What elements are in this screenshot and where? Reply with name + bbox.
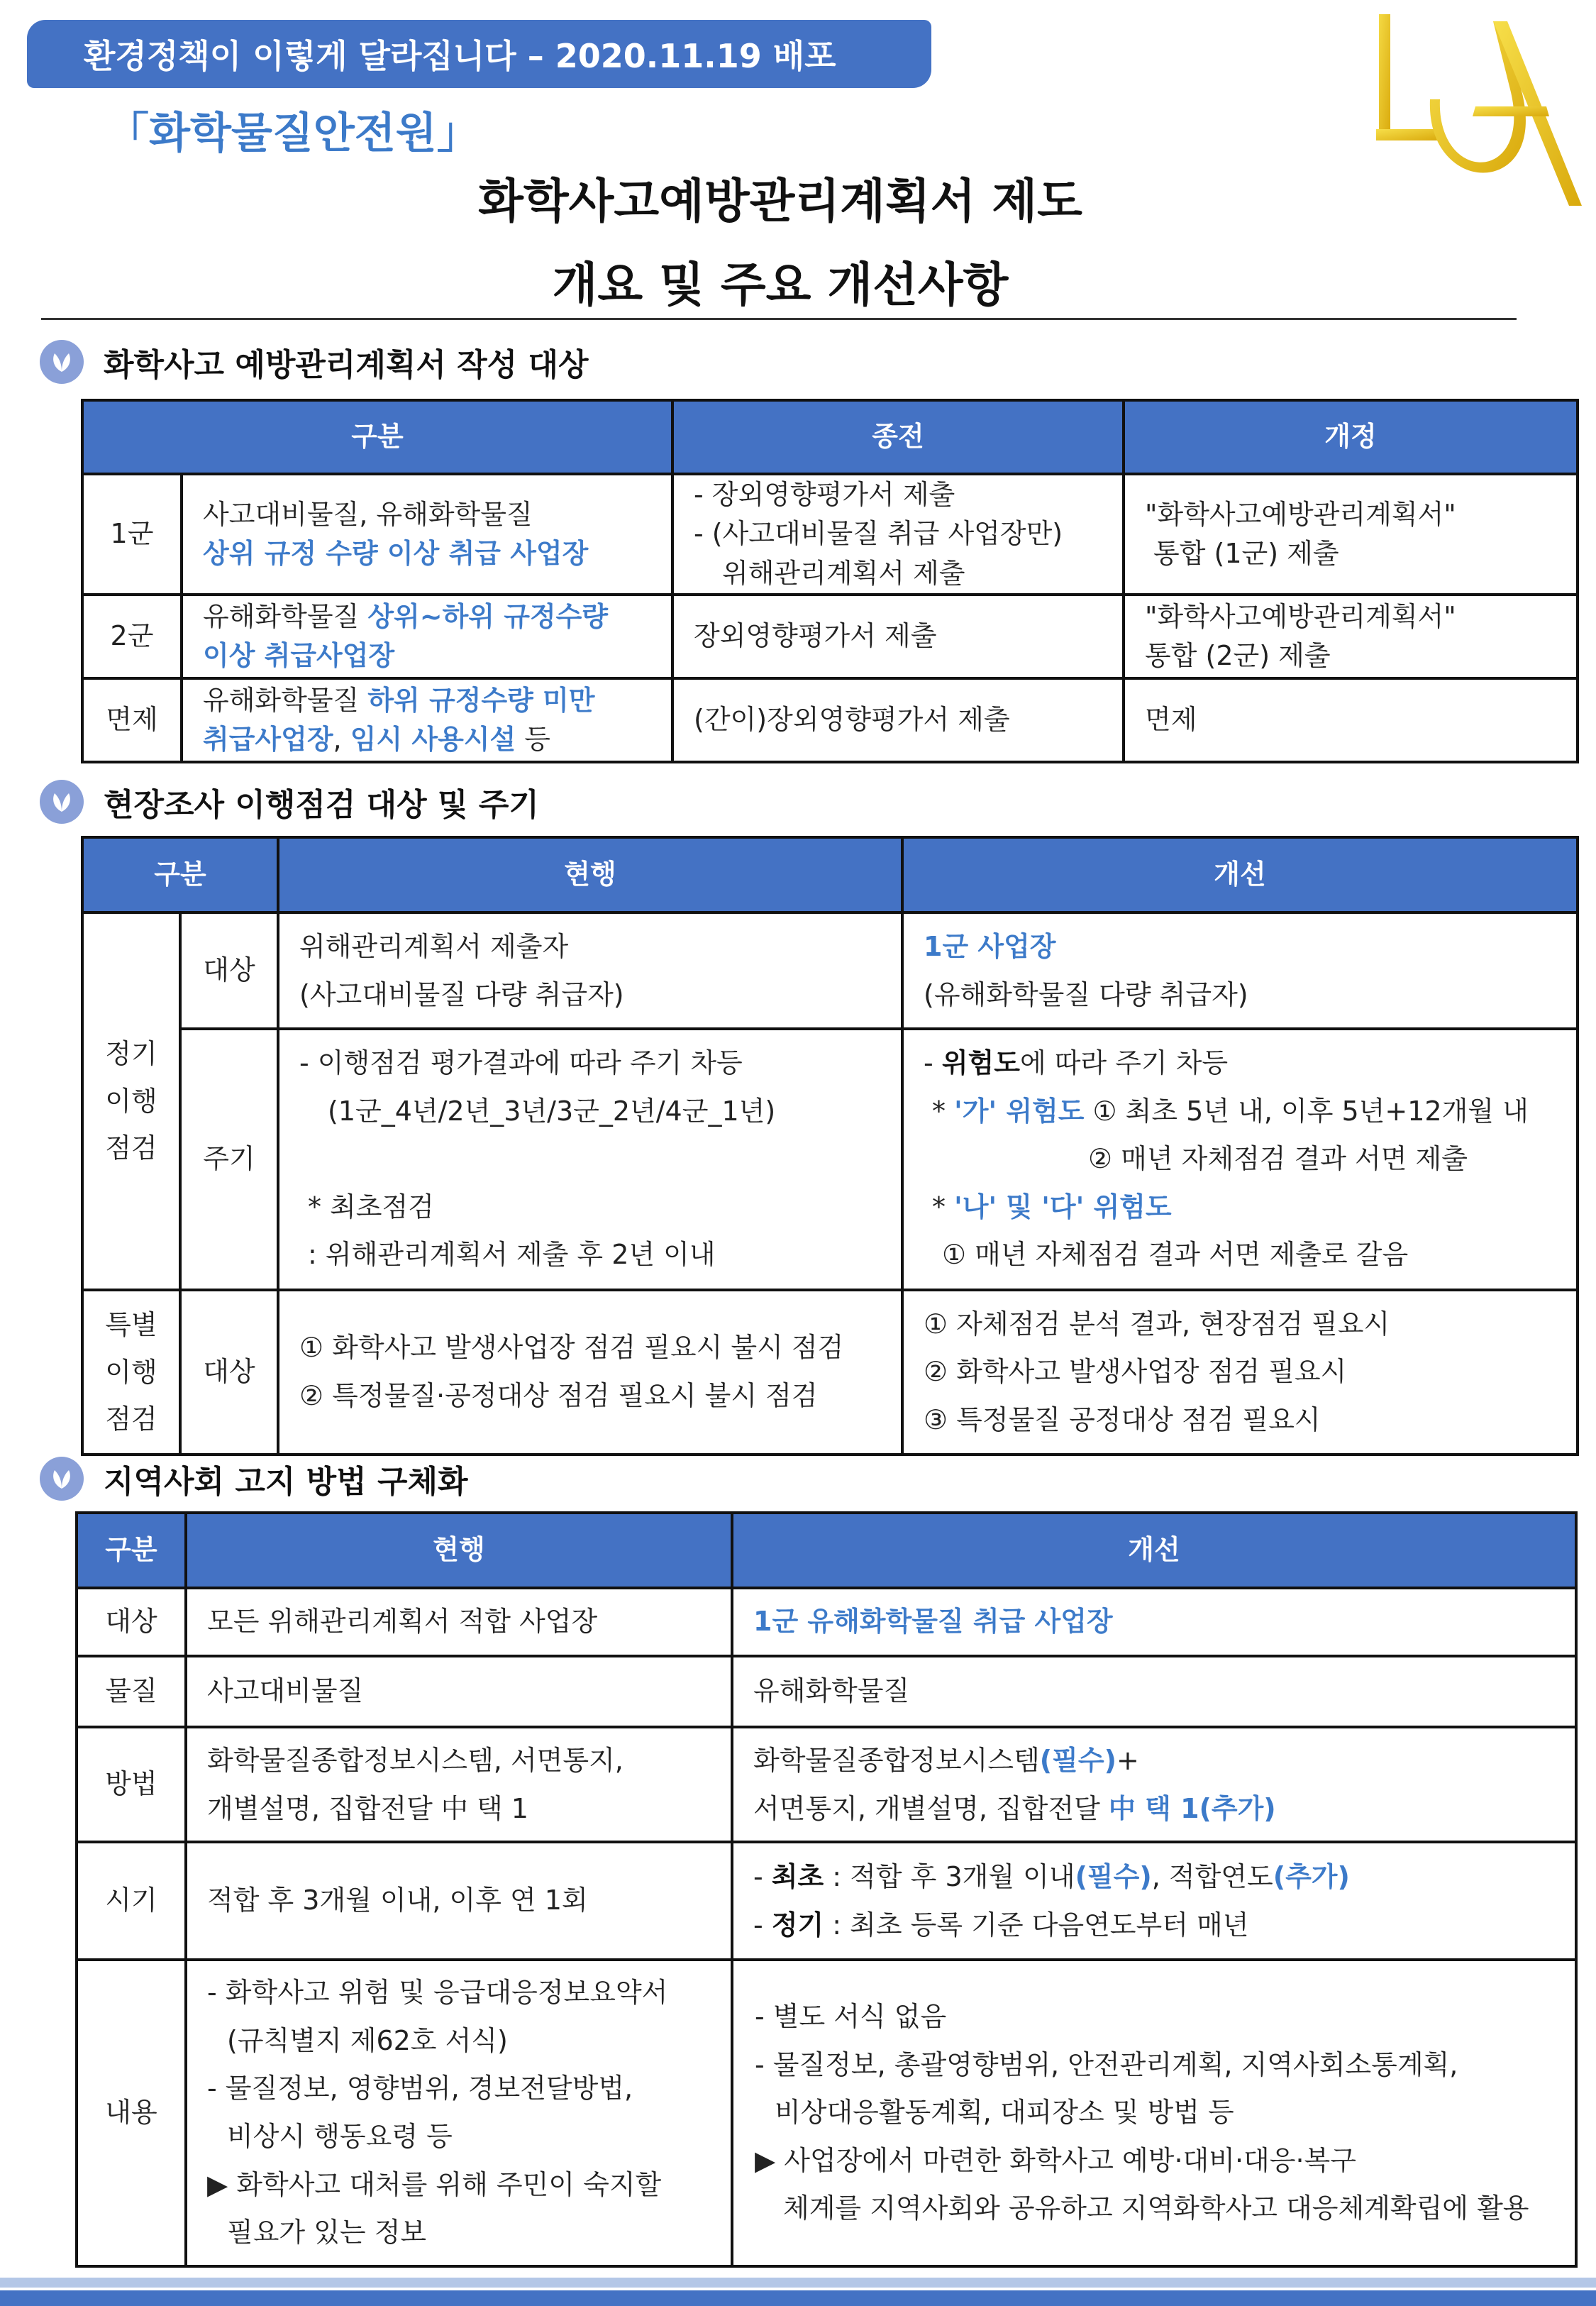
previous-cell: - 장외영향평가서 제출 - (사고대비물질 취급 사업장만) 위해관리계획서 제출: [672, 474, 1124, 595]
target-label: 대상: [180, 912, 278, 1029]
header-improved: 개선: [902, 837, 1578, 912]
section-heading-1: [40, 339, 589, 385]
header-current: 현행: [186, 1513, 732, 1588]
table-row: [82, 912, 1578, 1029]
row-label: 2군: [82, 595, 182, 678]
header-category: 구분: [77, 1513, 186, 1588]
table-row: [82, 1290, 1578, 1455]
current-cell: 화학물질종합정보시스템, 서면통지, 개별설명, 집합전달 中 택 1: [186, 1727, 732, 1842]
improved-cell: - 최초 : 적합 후 3개월 이내(필수), 적합연도(추가) - 정기 : 최초 등록 기준 다음연도부터 매년: [732, 1842, 1576, 1960]
improved-cell: 1군 사업장 (유해화학물질 다량 취급자): [902, 912, 1578, 1029]
table-row: [77, 1656, 1576, 1727]
section-title-1: 화학사고 예방관리계획서 작성 대상: [104, 347, 589, 383]
header-current: 현행: [278, 837, 902, 912]
current-cell: 적합 후 3개월 이내, 이후 연 1회: [186, 1842, 732, 1960]
current-cell: - 화학사고 위험 및 응급대응정보요약서 (규칙별지 제62호 서식) - 물질정보, 영향범위, 경보전달방법, 비상시 행동요령 등 ▶ 화학사고 대처를 위해 주민이 숙지할 필요가 있는 정보: [186, 1960, 732, 2266]
revised-cell: "화학사고예방관리계획서" 통합 (2군) 제출: [1124, 595, 1578, 678]
table-row: [77, 1960, 1576, 2266]
title-divider: [41, 318, 1517, 320]
target-cell: 유해화학물질 하위 규정수량 미만 취급사업장, 임시 사용시설 등: [182, 678, 672, 762]
regular-group-label: 정기 이행 점검: [82, 912, 180, 1290]
inspection-table: [81, 836, 1579, 1456]
table-row: [77, 1842, 1576, 1960]
improved-cell: - 별도 서식 없음 - 물질정보, 총괄영향범위, 안전관리계획, 지역사회소통계획, 비상대응활동계획, 대피장소 및 방법 등 ▶ 사업장에서 마련한 화학사고 예방·대비·대응·복구 체계를 지역사회와 공유하고 지역화학사고 대응체계확립에 활용: [732, 1960, 1576, 2266]
header-category: 구분: [82, 400, 672, 474]
header-revised: 개정: [1124, 400, 1578, 474]
row-label: 물질: [77, 1656, 186, 1727]
header-improved: 개선: [732, 1513, 1576, 1588]
distribution-banner: [27, 20, 931, 88]
target-cell: 사고대비물질, 유해화학물질 상위 규정 수량 이상 취급 사업장: [182, 474, 672, 595]
previous-cell: (간이)장외영향평가서 제출: [672, 678, 1124, 762]
improved-cell: 화학물질종합정보시스템(필수)+ 서면통지, 개별설명, 집합전달 中 택 1(추가): [732, 1727, 1576, 1842]
current-cell: 위해관리계획서 제출자 (사고대비물질 다량 취급자): [278, 912, 902, 1029]
leaf-icon: [40, 340, 84, 384]
footer-stripe-light: [0, 2278, 1596, 2288]
section-heading-2: [40, 779, 539, 824]
section-heading-3: [40, 1456, 468, 1501]
special-group-label: 특별 이행 점검: [82, 1290, 180, 1455]
revised-cell: 면제: [1124, 678, 1578, 762]
section-title-2: 현장조사 이행점검 대상 및 주기: [104, 787, 539, 823]
footer-stripe-dark: [0, 2290, 1596, 2306]
cycle-label: 주기: [180, 1029, 278, 1290]
community-notice-table: [75, 1511, 1578, 2268]
header-previous: 종전: [672, 400, 1124, 474]
improved-cell: - 위험도에 따라 주기 차등 * '가' 위험도 ① 최초 5년 내, 이후 5년+12개월 내 ② 매년 자체점검 결과 서면 제출 * '나' 및 '다' 위험도 ① 매년 자체점검 결과 서면 제출로 갈음: [902, 1029, 1578, 1290]
table-row: [82, 678, 1578, 762]
improved-cell: ① 자체점검 분석 결과, 현장점검 필요시 ② 화학사고 발생사업장 점검 필요시 ③ 특정물질 공정대상 점검 필요시: [902, 1290, 1578, 1455]
table-row: [82, 595, 1578, 678]
row-label: 내용: [77, 1960, 186, 2266]
plan-target-table: [81, 399, 1579, 763]
row-label: 방법: [77, 1727, 186, 1842]
page-title-line2: 개요 및 주요 개선사항: [552, 258, 1009, 312]
current-cell: - 이행점검 평가결과에 따라 주기 차등 (1군_4년/2년_3년/3군_2년/4군_1년) * 최초점검 : 위해관리계획서 제출 후 2년 이내: [278, 1029, 902, 1290]
leaf-icon: [40, 780, 84, 824]
improved-cell: 1군 유해화학물질 취급 사업장: [732, 1588, 1576, 1656]
target-label: 대상: [180, 1290, 278, 1455]
revised-cell: "화학사고예방관리계획서" 통합 (1군) 제출: [1124, 474, 1578, 595]
row-label: 면제: [82, 678, 182, 762]
previous-cell: 장외영향평가서 제출: [672, 595, 1124, 678]
banner-text: 환경정책이 이렇게 달라집니다 – 2020.11.19 배포: [84, 37, 836, 75]
table-row: [82, 474, 1578, 595]
table-row: [82, 1029, 1578, 1290]
table-row: [77, 1588, 1576, 1656]
current-cell: 사고대비물질: [186, 1656, 732, 1727]
row-label: 1군: [82, 474, 182, 595]
target-cell: 유해화학물질 상위~하위 규정수량 이상 취급사업장: [182, 595, 672, 678]
table-row: [77, 1727, 1576, 1842]
header-category: 구분: [82, 837, 278, 912]
current-cell: 모든 위해관리계획서 적합 사업장: [186, 1588, 732, 1656]
leaf-icon: [40, 1457, 84, 1501]
row-label: 대상: [77, 1588, 186, 1656]
improved-cell: 유해화학물질: [732, 1656, 1576, 1727]
organization-name: 「화학물질안전원」: [106, 109, 480, 158]
section-title-3: 지역사회 고지 방법 구체화: [104, 1464, 468, 1500]
page-title-line1: 화학사고예방관리계획서 제도: [478, 174, 1082, 228]
current-cell: ① 화학사고 발생사업장 점검 필요시 불시 점검 ② 특정물질·공정대상 점검 필요시 불시 점검: [278, 1290, 902, 1455]
logo-icon: [1369, 7, 1596, 213]
row-label: 시기: [77, 1842, 186, 1960]
